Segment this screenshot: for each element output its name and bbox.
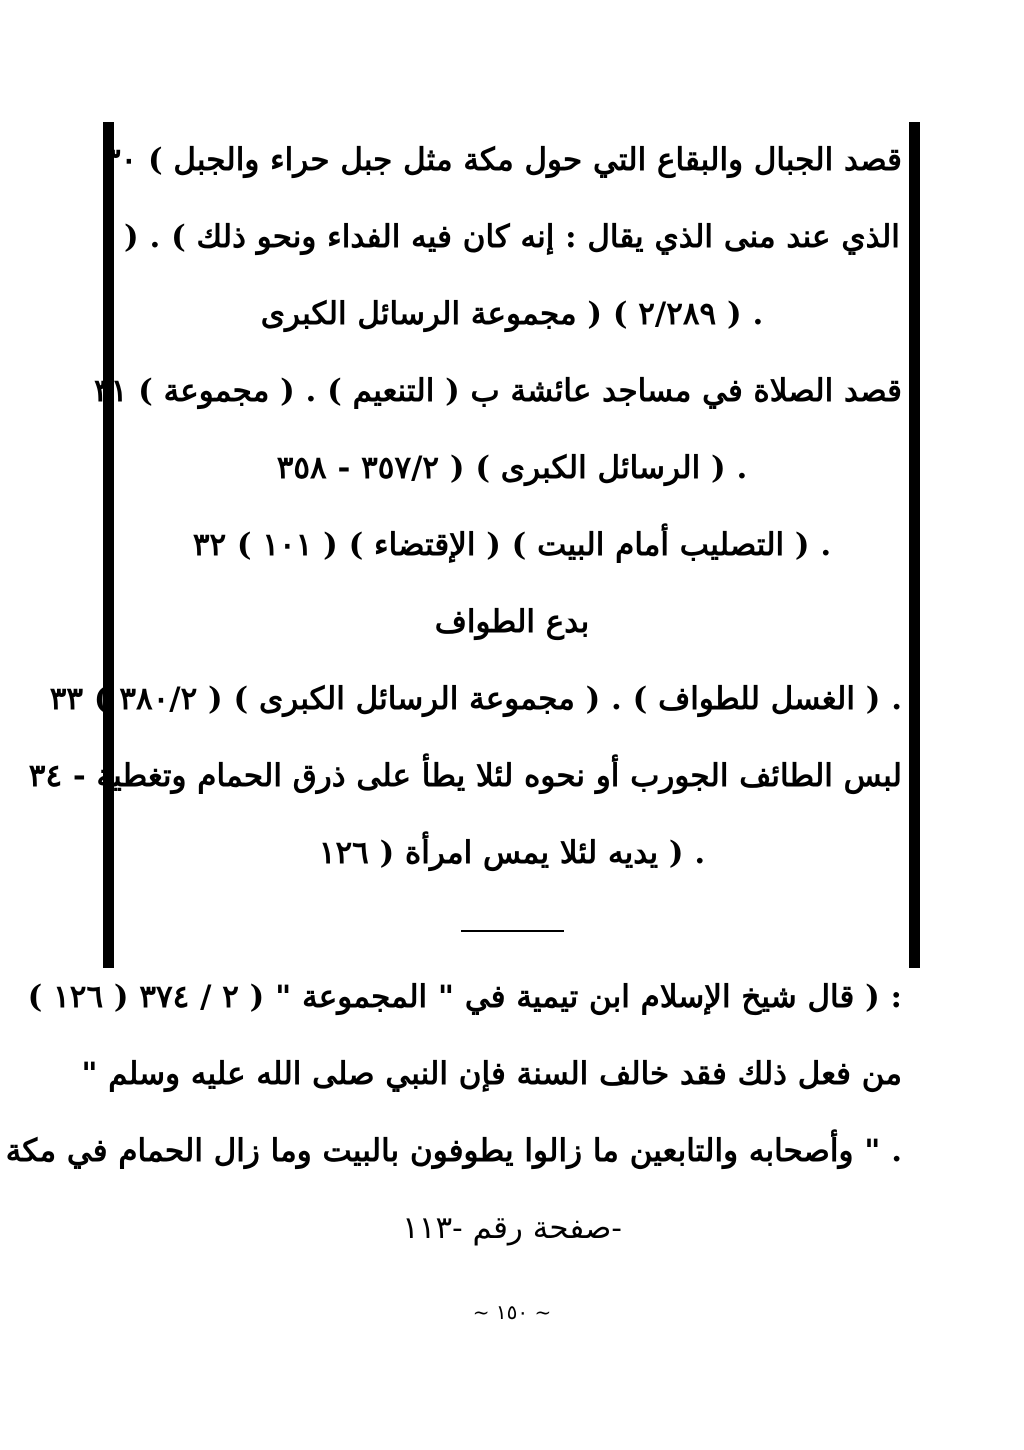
- section-heading: بدع الطواف: [434, 604, 590, 640]
- quote-line-1: : ( قال شيخ الإسلام ابن تيمية في " المجموعة " ( ٢ / ٣٧٤ ( ١٢٦ ): [27, 979, 902, 1015]
- quote-line-2: من فعل ذلك فقد خالف السنة فإن النبي صلى الله عليه وسلم ": [81, 1056, 902, 1092]
- text-line-1: قصد الجبال والبقاع التي حول مكة مثل جبل حراء والجبل ) ٣٠: [103, 142, 902, 178]
- page-number: ~ ١٥٠ ~: [472, 1300, 552, 1324]
- text-line-5: . ( الرسائل الكبرى ) ( ٣٥٧/٢ - ٣٥٨: [276, 450, 748, 486]
- page-content: [28, 122, 902, 968]
- quote-line-3: . " وأصحابه والتابعين ما زالوا يطوفون بالبيت وما زال الحمام في مكة: [5, 1133, 902, 1169]
- footer-page-label: -صفحة رقم -١١٣: [402, 1210, 622, 1246]
- quote-block: [5, 962, 902, 1262]
- right-frame-bar: [909, 122, 920, 968]
- text-line-2: الذي عند منى الذي يقال : إنه كان فيه الفداء ونحو ذلك ) . (: [124, 219, 900, 255]
- left-frame-bar: [103, 122, 114, 968]
- text-line-10: . ( يديه لئلا يمس امرأة ( ١٢٦: [318, 835, 706, 871]
- footnote-separator: [461, 930, 564, 932]
- text-line-9: لبس الطائف الجورب أو نحوه لئلا يطأ على ذرق الحمام وتغطية - ٣٤: [28, 758, 902, 794]
- text-line-3: . ( ٢/٢٨٩ ) ( مجموعة الرسائل الكبرى: [260, 296, 764, 332]
- text-line-8: . ( الغسل للطواف ) . ( مجموعة الرسائل الكبرى ) ( ٣٨٠/٢ ) ٣٣: [49, 681, 902, 717]
- text-line-4: قصد الصلاة في مساجد عائشة ب ( التنعيم ) . ( مجموعة ) ٣١: [94, 373, 902, 409]
- text-line-6: . ( التصليب أمام البيت ) ( الإقتضاء ) ( ١٠١ ) ٣٢: [192, 527, 832, 563]
